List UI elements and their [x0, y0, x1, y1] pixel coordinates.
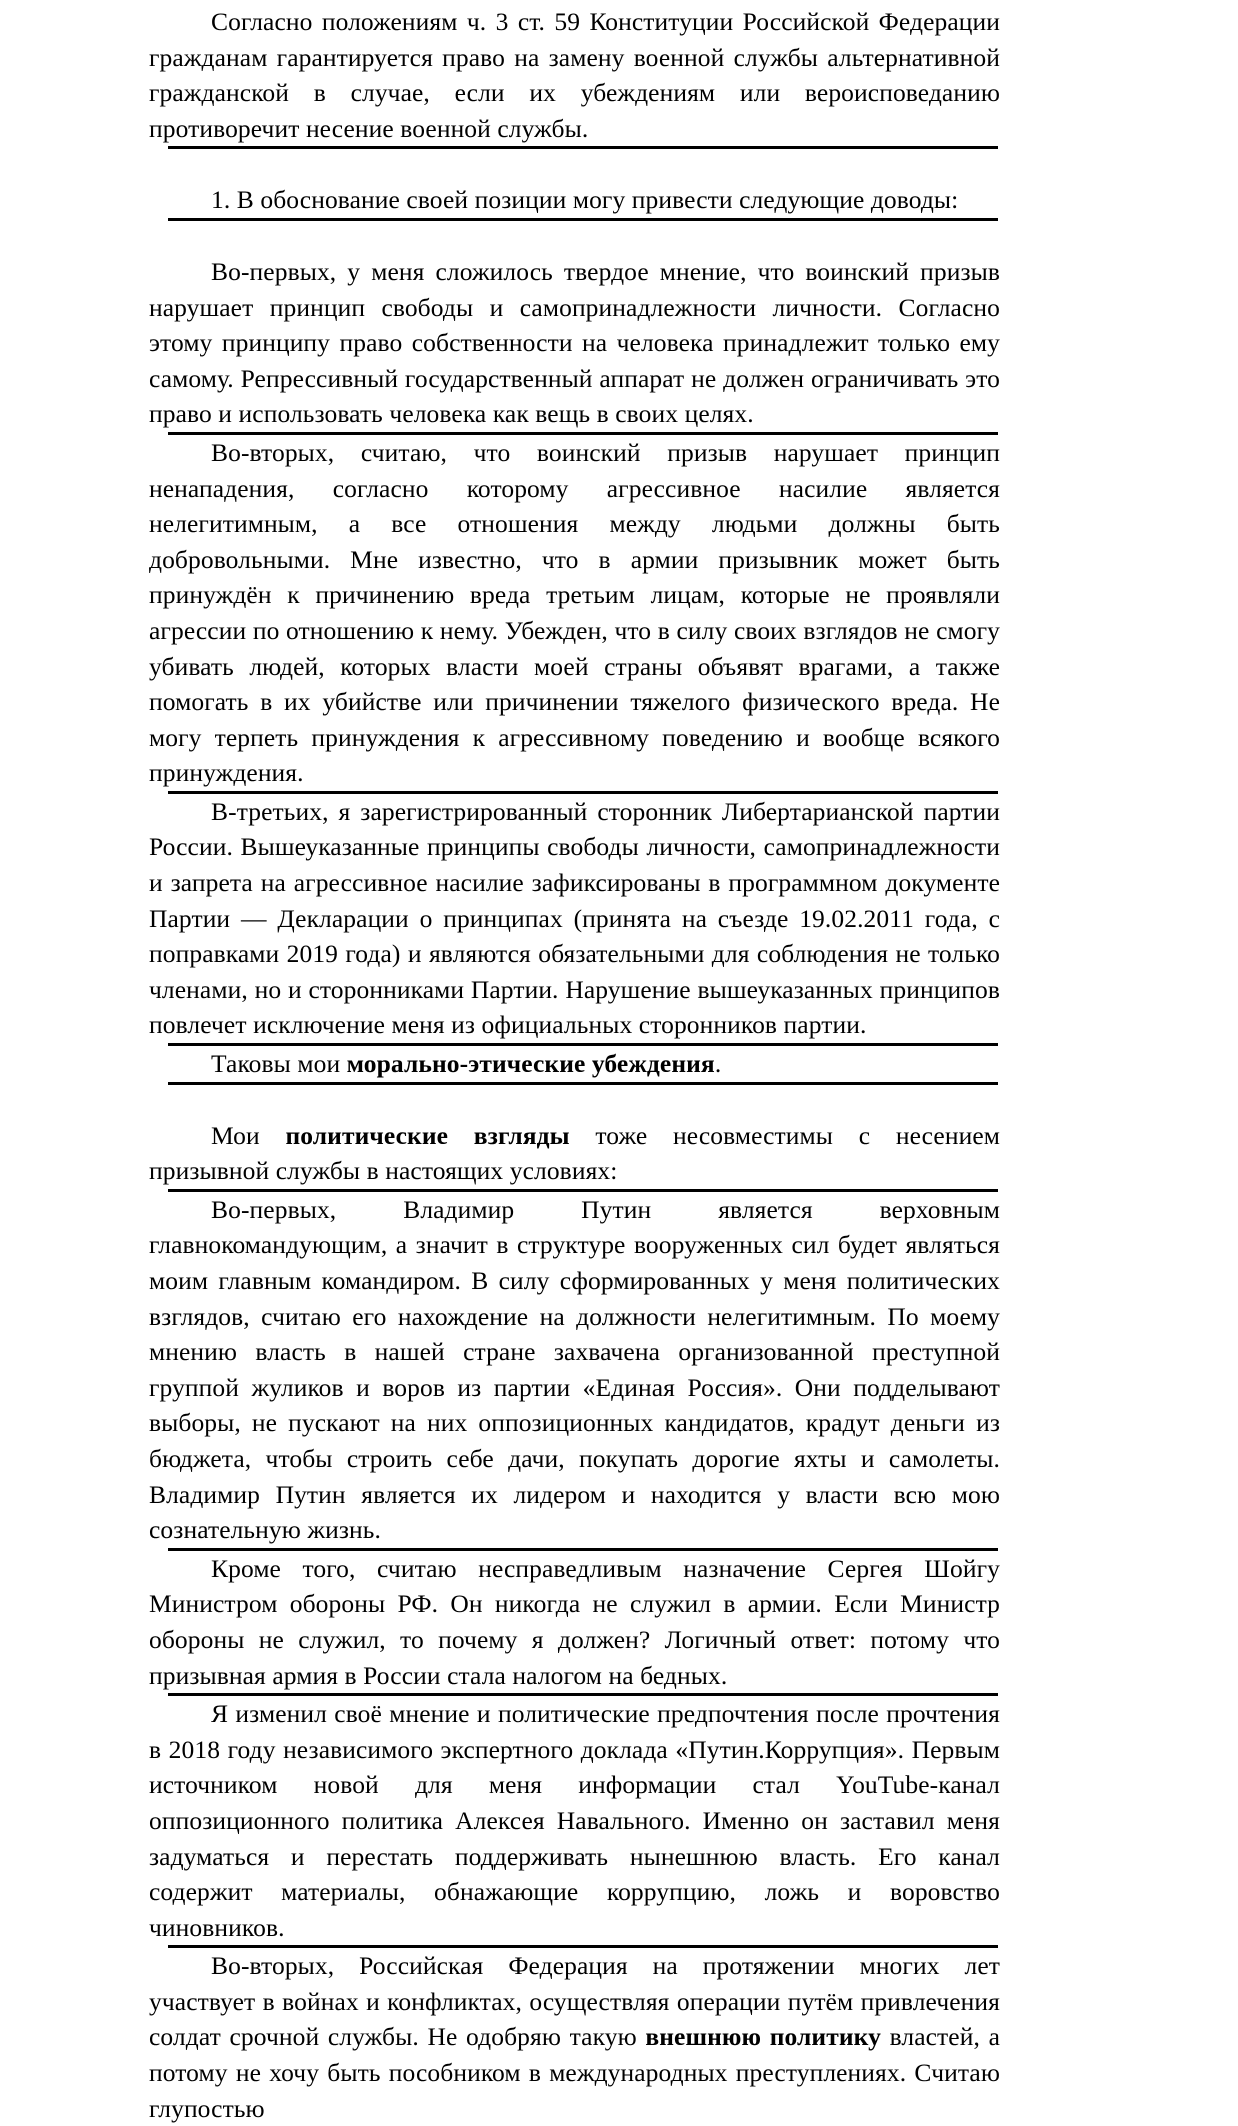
paragraph-navalny: Я изменил своё мнение и политические предпочтения после прочтения в 2018 году независимого экспертного доклада «Путин.Коррупция». Первым источником новой для меня информации стал YouTube-канал оппозиционного политика Алексея Навального. Именно он заставил меня задуматься и перестать поддерживать нынешнюю власть. Его канал содержит материалы, обнажающие коррупцию, ложь и воровство чиновников. [149, 1699, 1000, 1942]
paragraph-rule [168, 218, 998, 221]
block-political-navalny [149, 1696, 1000, 1948]
emphasis-text: внешнюю политику [645, 2022, 881, 2052]
paragraph-argument-first: Во-первых, у меня сложилось твердое мнение, что воинский призыв нарушает принцип свободы и самопринадлежности личности. Согласно этому принципу право собственности на человека принадлежит только ему самому. Репрессивный государственный аппарат не должен ограничивать это право и использовать человека как вещь в своих целях. [149, 256, 1000, 429]
document-body [149, 0, 1000, 2126]
block-constitution-reference [149, 4, 1000, 149]
paragraph-argument-third: В-третьих, я зарегистрированный сторонник Либертарианской партии России. Вышеуказанные принципы свободы личности, самопринадлежности и запрета на агрессивное насилие зафиксированы в программном документе Партии — Декларации о принципах (принята на съезде 19.02.2011 года, с поправками 2019 года) и являются обязательными для соблюдения не только членами, но и сторонниками Партии. Нарушение вышеуказанных принципов повлечет исключение меня из официальных сторонников партии. [149, 796, 1000, 1040]
block-argument-third [149, 794, 1000, 1046]
paragraph-political-views-heading: Мои политические взгляды тоже несовместимы с несением призывной службы в настоящих условиях: [149, 1120, 1000, 1186]
block-political-views-heading [149, 1118, 1000, 1192]
paragraph-political-second: Во-вторых, Российская Федерация на протяжении многих лет участвует в войнах и конфликтах, осуществляя операции путём привлечения солдат срочной службы. Не одобряю такую внешнюю политику властей, а потому не хочу быть пособником в международных преступлениях. Считаю глупостью [149, 1951, 1001, 2123]
paragraph-argument-second: Во-вторых, считаю, что воинский призыв нарушает принцип ненападения, согласно которому агрессивное насилие является нелегитимным, а все отношения между людьми должны быть добровольными. Мне известно, что в армии призывник может быть принуждён к причинению вреда третьим лицам, которые не проявляли агрессии по отношению к нему. Убежден, что в силу своих взглядов не смогу убивать людей, которых власти моей страны объявят врагами, а также помогать в их убийстве или причинении тяжелого физического вреда. Не могу терпеть принуждения к агрессивному поведению и вообще всякого принуждения. [149, 437, 1000, 788]
block-argument-second [149, 435, 1000, 794]
block-moral-conclusion [149, 1046, 1000, 1085]
paragraph-rule [168, 1082, 998, 1085]
spacer-before-political-views [149, 1085, 1000, 1118]
block-point-one-heading [149, 182, 1000, 221]
block-political-first [149, 1192, 1000, 1551]
paragraph-rule [168, 146, 998, 149]
emphasis-text: политические взгляды [285, 1120, 570, 1150]
paragraph-political-first: Во-первых, Владимир Путин является верховным главнокомандующим, а значит в структуре вооруженных сил будет являться моим главным командиром. В силу сформированных у меня политических взглядов, считаю его нахождение на должности нелегитимным. По моему мнению власть в нашей стране захвачена организованной преступной группой жуликов и воров из партии «Единая Россия». Они подделывают выборы, не пускают на них оппозиционных кандидатов, крадут деньги из бюджета, чтобы строить себе дачи, покупать дорогие яхты и самолеты. Владимир Путин является их лидером и находится у власти всю мою сознательную жизнь. [149, 1194, 1000, 1545]
block-political-shoigu [149, 1551, 1000, 1696]
paragraph-moral-conclusion: Таковы мои морально-этические убеждения. [211, 1049, 722, 1079]
block-argument-first [149, 254, 1000, 435]
block-political-second [149, 1948, 1000, 2126]
paragraph-constitution: Согласно положениям ч. 3 ст. 59 Конституции Российской Федерации гражданам гарантируется право на замену военной службы альтернативной гражданской в случае, если их убеждениям или вероисповеданию противоречит несение военной службы. [149, 7, 1000, 143]
emphasis-text: морально-этические убеждения [346, 1049, 715, 1079]
spacer-before-point-one [149, 149, 1000, 182]
paragraph-shoigu: Кроме того, считаю несправедливым назначение Сергея Шойгу Министром обороны РФ. Он никогда не служил в армии. Если Министр обороны не служил, то почему я должен? Логичный ответ: потому что призывная армия в России стала налогом на бедных. [149, 1553, 1000, 1690]
paragraph-point-one: 1. В обоснование своей позиции могу привести следующие доводы: [211, 185, 959, 215]
spacer-before-first-argument [149, 221, 1000, 254]
